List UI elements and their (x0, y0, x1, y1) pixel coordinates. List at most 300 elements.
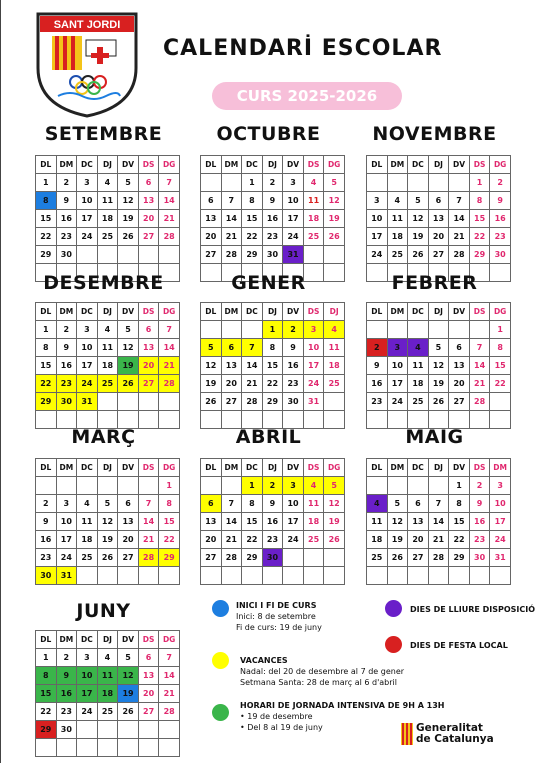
day-cell: 10 (387, 357, 408, 375)
day-cell: 6 (138, 174, 159, 192)
day-cell: 6 (221, 339, 242, 357)
weekday-header: DC (77, 156, 98, 174)
empty-cell (221, 321, 242, 339)
day-cell: 8 (262, 339, 283, 357)
empty-cell (118, 739, 139, 757)
day-cell: 29 (159, 549, 180, 567)
empty-cell (97, 246, 118, 264)
generalitat-line1: Generalitat (416, 722, 483, 734)
day-cell: 3 (490, 477, 511, 495)
day-cell: 16 (56, 357, 77, 375)
day-cell: 10 (367, 210, 388, 228)
empty-cell (367, 477, 388, 495)
day-cell: 24 (283, 228, 304, 246)
weekday-header: DM (56, 156, 77, 174)
day-cell: 11 (408, 357, 429, 375)
empty-cell (490, 393, 511, 411)
day-cell: 17 (77, 210, 98, 228)
month-title-maig: MAIG (405, 426, 464, 448)
day-cell: 21 (469, 375, 490, 393)
calendar-juny (35, 630, 180, 757)
day-cell: 27 (138, 375, 159, 393)
day-cell: 10 (56, 513, 77, 531)
day-cell: 16 (262, 210, 283, 228)
day-cell: 14 (159, 192, 180, 210)
day-cell: 7 (449, 192, 470, 210)
day-cell: 28 (449, 246, 470, 264)
day-cell: 7 (428, 495, 449, 513)
weekday-header: DG (159, 303, 180, 321)
day-cell: 13 (138, 339, 159, 357)
day-cell: 25 (97, 375, 118, 393)
day-cell: 19 (118, 357, 139, 375)
day-cell: 31 (490, 549, 511, 567)
day-cell: 25 (303, 228, 324, 246)
day-cell: 16 (56, 685, 77, 703)
day-cell: 22 (242, 228, 263, 246)
day-cell: 21 (242, 375, 263, 393)
weekday-header: DJ (97, 631, 118, 649)
day-cell: 15 (490, 357, 511, 375)
empty-cell (118, 246, 139, 264)
empty-cell (77, 739, 98, 757)
day-cell: 3 (56, 495, 77, 513)
legend-festa-title: DIES DE FESTA LOCAL (410, 641, 508, 650)
weekday-header: DM (387, 303, 408, 321)
day-cell: 24 (387, 393, 408, 411)
empty-cell (118, 567, 139, 585)
weekday-header: DS (303, 459, 324, 477)
day-cell: 6 (428, 192, 449, 210)
day-cell: 29 (36, 393, 57, 411)
day-cell: 20 (118, 531, 139, 549)
day-cell: 17 (77, 357, 98, 375)
empty-cell (159, 567, 180, 585)
generalitat-icon (401, 723, 413, 745)
day-cell: 15 (36, 210, 57, 228)
day-cell: 6 (408, 495, 429, 513)
day-cell: 14 (221, 210, 242, 228)
empty-cell (138, 246, 159, 264)
empty-cell (221, 567, 242, 585)
day-cell: 28 (138, 549, 159, 567)
day-cell: 30 (469, 549, 490, 567)
day-cell: 28 (159, 375, 180, 393)
day-cell: 7 (159, 321, 180, 339)
weekday-header: DL (367, 459, 388, 477)
day-cell: 9 (283, 339, 304, 357)
weekday-header: DS (138, 156, 159, 174)
day-cell: 11 (303, 495, 324, 513)
day-cell: 26 (97, 549, 118, 567)
weekday-header: DJ (428, 303, 449, 321)
day-cell: 5 (324, 174, 345, 192)
legend-vacances-title: VACANCES (240, 656, 288, 665)
weekday-header: DC (242, 459, 263, 477)
weekday-header: DV (118, 303, 139, 321)
month-title-febrer: FEBRER (391, 272, 478, 294)
day-cell: 18 (303, 210, 324, 228)
weekday-header: DC (408, 156, 429, 174)
weekday-header: DC (77, 459, 98, 477)
day-cell: 9 (56, 339, 77, 357)
day-cell: 14 (221, 513, 242, 531)
day-cell: 27 (138, 703, 159, 721)
weekday-header: DM (56, 459, 77, 477)
empty-cell (56, 739, 77, 757)
day-cell: 10 (303, 339, 324, 357)
day-cell: 16 (262, 513, 283, 531)
day-cell: 17 (490, 513, 511, 531)
weekday-header: DJ (262, 303, 283, 321)
calendar-abril (200, 458, 345, 585)
weekday-header: DL (36, 459, 57, 477)
day-cell: 5 (118, 174, 139, 192)
empty-cell (408, 567, 429, 585)
day-cell: 18 (97, 357, 118, 375)
weekday-header: DS (138, 303, 159, 321)
weekday-header: DJ (324, 303, 345, 321)
day-cell: 2 (36, 495, 57, 513)
day-cell: 23 (36, 549, 57, 567)
day-cell: 4 (97, 174, 118, 192)
day-cell: 13 (118, 513, 139, 531)
empty-cell (387, 477, 408, 495)
empty-cell (77, 477, 98, 495)
weekday-header: DV (283, 156, 304, 174)
day-cell: 1 (242, 174, 263, 192)
day-cell: 14 (159, 339, 180, 357)
day-cell: 20 (428, 228, 449, 246)
calendar-desembre (35, 302, 180, 429)
day-cell: 15 (262, 357, 283, 375)
day-cell: 15 (159, 513, 180, 531)
day-cell: 7 (138, 495, 159, 513)
day-cell: 23 (469, 531, 490, 549)
weekday-header: DV (118, 459, 139, 477)
day-cell: 10 (283, 495, 304, 513)
weekday-header: DL (367, 156, 388, 174)
empty-cell (428, 321, 449, 339)
empty-cell (138, 739, 159, 757)
empty-cell (36, 477, 57, 495)
day-cell: 2 (283, 321, 304, 339)
day-cell: 8 (36, 339, 57, 357)
weekday-header: DL (36, 303, 57, 321)
day-cell: 8 (36, 192, 57, 210)
calendar-mar (35, 458, 180, 585)
empty-cell (428, 174, 449, 192)
weekday-header: DM (387, 459, 408, 477)
day-cell: 14 (138, 513, 159, 531)
day-cell: 4 (77, 495, 98, 513)
weekday-header: DL (201, 303, 222, 321)
generalitat-line2: de Catalunya (416, 733, 494, 745)
course-badge: CURS 2025-2026 (212, 82, 402, 110)
day-cell: 10 (77, 667, 98, 685)
day-cell: 21 (159, 685, 180, 703)
day-cell: 24 (77, 703, 98, 721)
day-cell: 15 (449, 513, 470, 531)
day-cell: 28 (221, 549, 242, 567)
day-cell: 20 (201, 531, 222, 549)
day-cell: 23 (56, 375, 77, 393)
legend-inici-line1: Inici: 8 de setembre (236, 612, 316, 621)
empty-cell (367, 321, 388, 339)
empty-cell (367, 567, 388, 585)
day-cell: 26 (324, 228, 345, 246)
day-cell: 13 (138, 192, 159, 210)
day-cell: 16 (367, 375, 388, 393)
day-cell: 7 (221, 495, 242, 513)
day-cell: 25 (324, 375, 345, 393)
day-cell: 8 (36, 667, 57, 685)
weekday-header: DG (490, 303, 511, 321)
day-cell: 9 (469, 495, 490, 513)
weekday-header: DG (324, 459, 345, 477)
day-cell: 22 (469, 228, 490, 246)
day-cell: 29 (36, 246, 57, 264)
calendar-setembre (35, 155, 180, 282)
day-cell: 17 (77, 685, 98, 703)
day-cell: 26 (428, 393, 449, 411)
day-cell: 1 (449, 477, 470, 495)
day-cell: 26 (387, 549, 408, 567)
day-cell: 12 (201, 357, 222, 375)
calendar-maig (366, 458, 511, 585)
weekday-header: DM (221, 459, 242, 477)
day-cell: 19 (118, 210, 139, 228)
day-cell: 21 (159, 357, 180, 375)
day-cell: 7 (221, 192, 242, 210)
weekday-header: DV (118, 156, 139, 174)
empty-cell (283, 567, 304, 585)
empty-cell (138, 567, 159, 585)
weekday-header: DM (221, 303, 242, 321)
legend-intensiva (240, 700, 445, 733)
day-cell: 25 (408, 393, 429, 411)
weekday-header: DV (283, 459, 304, 477)
weekday-header: DC (77, 303, 98, 321)
intensiva-dot (212, 704, 229, 721)
day-cell: 2 (262, 477, 283, 495)
day-cell: 23 (56, 703, 77, 721)
day-cell: 19 (118, 685, 139, 703)
weekday-header: DL (36, 156, 57, 174)
month-title-desembre: DESEMBRE (43, 272, 164, 294)
day-cell: 6 (138, 649, 159, 667)
day-cell: 9 (262, 495, 283, 513)
empty-cell (221, 174, 242, 192)
empty-cell (303, 567, 324, 585)
empty-cell (138, 477, 159, 495)
day-cell: 3 (77, 174, 98, 192)
weekday-header: DC (242, 156, 263, 174)
day-cell: 13 (201, 513, 222, 531)
empty-cell (201, 174, 222, 192)
weekday-header: DV (118, 631, 139, 649)
weekday-header: DS (469, 459, 490, 477)
day-cell: 26 (118, 375, 139, 393)
day-cell: 12 (324, 495, 345, 513)
day-cell: 31 (283, 246, 304, 264)
day-cell: 10 (77, 339, 98, 357)
day-cell: 30 (56, 721, 77, 739)
legend-vacances-line2: Setmana Santa: 28 de març al 6 d'abril (240, 678, 397, 687)
lliure-dot (385, 600, 402, 617)
day-cell: 19 (387, 531, 408, 549)
day-cell: 15 (242, 513, 263, 531)
day-cell: 31 (303, 393, 324, 411)
day-cell: 14 (159, 667, 180, 685)
day-cell: 2 (56, 321, 77, 339)
day-cell: 7 (242, 339, 263, 357)
empty-cell (428, 567, 449, 585)
day-cell: 25 (97, 228, 118, 246)
day-cell: 30 (262, 246, 283, 264)
legend-inici (236, 600, 322, 633)
legend-lliure (410, 604, 535, 615)
day-cell: 16 (283, 357, 304, 375)
day-cell: 20 (221, 375, 242, 393)
day-cell: 5 (201, 339, 222, 357)
day-cell: 29 (449, 549, 470, 567)
weekday-header: DJ (262, 459, 283, 477)
day-cell: 9 (262, 192, 283, 210)
empty-cell (201, 321, 222, 339)
empty-cell (490, 567, 511, 585)
day-cell: 20 (408, 531, 429, 549)
day-cell: 20 (138, 685, 159, 703)
day-cell: 25 (97, 703, 118, 721)
logo-title: SANT JORDI (53, 19, 121, 31)
day-cell: 19 (408, 228, 429, 246)
day-cell: 30 (36, 567, 57, 585)
festa-dot (385, 636, 402, 653)
legend-vacances-line1: Nadal: del 20 de desembre al 7 de gener (240, 667, 405, 676)
empty-cell (159, 393, 180, 411)
day-cell: 8 (469, 192, 490, 210)
day-cell: 19 (97, 531, 118, 549)
empty-cell (324, 567, 345, 585)
day-cell: 27 (408, 549, 429, 567)
day-cell: 11 (77, 513, 98, 531)
empty-cell (324, 549, 345, 567)
empty-cell (367, 174, 388, 192)
day-cell: 18 (77, 531, 98, 549)
weekday-header: DJ (97, 459, 118, 477)
day-cell: 27 (221, 393, 242, 411)
day-cell: 18 (97, 685, 118, 703)
day-cell: 30 (262, 549, 283, 567)
day-cell: 8 (159, 495, 180, 513)
month-title-abril: ABRIL (235, 426, 302, 448)
day-cell: 13 (201, 210, 222, 228)
day-cell: 2 (469, 477, 490, 495)
day-cell: 30 (490, 246, 511, 264)
day-cell: 13 (428, 210, 449, 228)
day-cell: 8 (490, 339, 511, 357)
day-cell: 26 (118, 228, 139, 246)
day-cell: 11 (303, 192, 324, 210)
day-cell: 19 (324, 513, 345, 531)
empty-cell (138, 393, 159, 411)
empty-cell (408, 174, 429, 192)
day-cell: 9 (56, 667, 77, 685)
day-cell: 15 (36, 357, 57, 375)
day-cell: 29 (242, 549, 263, 567)
day-cell: 2 (262, 174, 283, 192)
empty-cell (469, 321, 490, 339)
day-cell: 20 (201, 228, 222, 246)
day-cell: 15 (242, 210, 263, 228)
day-cell: 10 (77, 192, 98, 210)
legend-festa (410, 640, 508, 651)
empty-cell (159, 246, 180, 264)
day-cell: 18 (303, 513, 324, 531)
day-cell: 3 (283, 477, 304, 495)
empty-cell (449, 321, 470, 339)
empty-cell (97, 393, 118, 411)
day-cell: 24 (77, 228, 98, 246)
day-cell: 16 (469, 513, 490, 531)
empty-cell (387, 321, 408, 339)
day-cell: 4 (97, 321, 118, 339)
day-cell: 23 (262, 228, 283, 246)
day-cell: 27 (138, 228, 159, 246)
calendar-gener (200, 302, 345, 429)
empty-cell (118, 393, 139, 411)
day-cell: 4 (97, 649, 118, 667)
day-cell: 5 (118, 649, 139, 667)
weekday-header: DJ (262, 156, 283, 174)
inici-dot (212, 600, 229, 617)
weekday-header: DV (449, 156, 470, 174)
day-cell: 18 (408, 375, 429, 393)
day-cell: 11 (324, 339, 345, 357)
day-cell: 15 (469, 210, 490, 228)
day-cell: 2 (56, 649, 77, 667)
day-cell: 23 (283, 375, 304, 393)
day-cell: 27 (428, 246, 449, 264)
empty-cell (138, 721, 159, 739)
day-cell: 4 (387, 192, 408, 210)
empty-cell (449, 174, 470, 192)
month-title-novembre: NOVEMBRE (372, 123, 497, 145)
empty-cell (56, 477, 77, 495)
day-cell: 20 (449, 375, 470, 393)
empty-cell (159, 739, 180, 757)
day-cell: 19 (201, 375, 222, 393)
weekday-header: DM (56, 631, 77, 649)
day-cell: 25 (77, 549, 98, 567)
empty-cell (283, 549, 304, 567)
day-cell: 23 (490, 228, 511, 246)
empty-cell (449, 567, 470, 585)
day-cell: 24 (490, 531, 511, 549)
day-cell: 1 (36, 649, 57, 667)
empty-cell (97, 739, 118, 757)
day-cell: 20 (138, 210, 159, 228)
day-cell: 26 (118, 703, 139, 721)
day-cell: 4 (303, 174, 324, 192)
day-cell: 31 (56, 567, 77, 585)
day-cell: 10 (283, 192, 304, 210)
day-cell: 9 (490, 192, 511, 210)
day-cell: 3 (77, 321, 98, 339)
day-cell: 2 (490, 174, 511, 192)
day-cell: 7 (159, 174, 180, 192)
